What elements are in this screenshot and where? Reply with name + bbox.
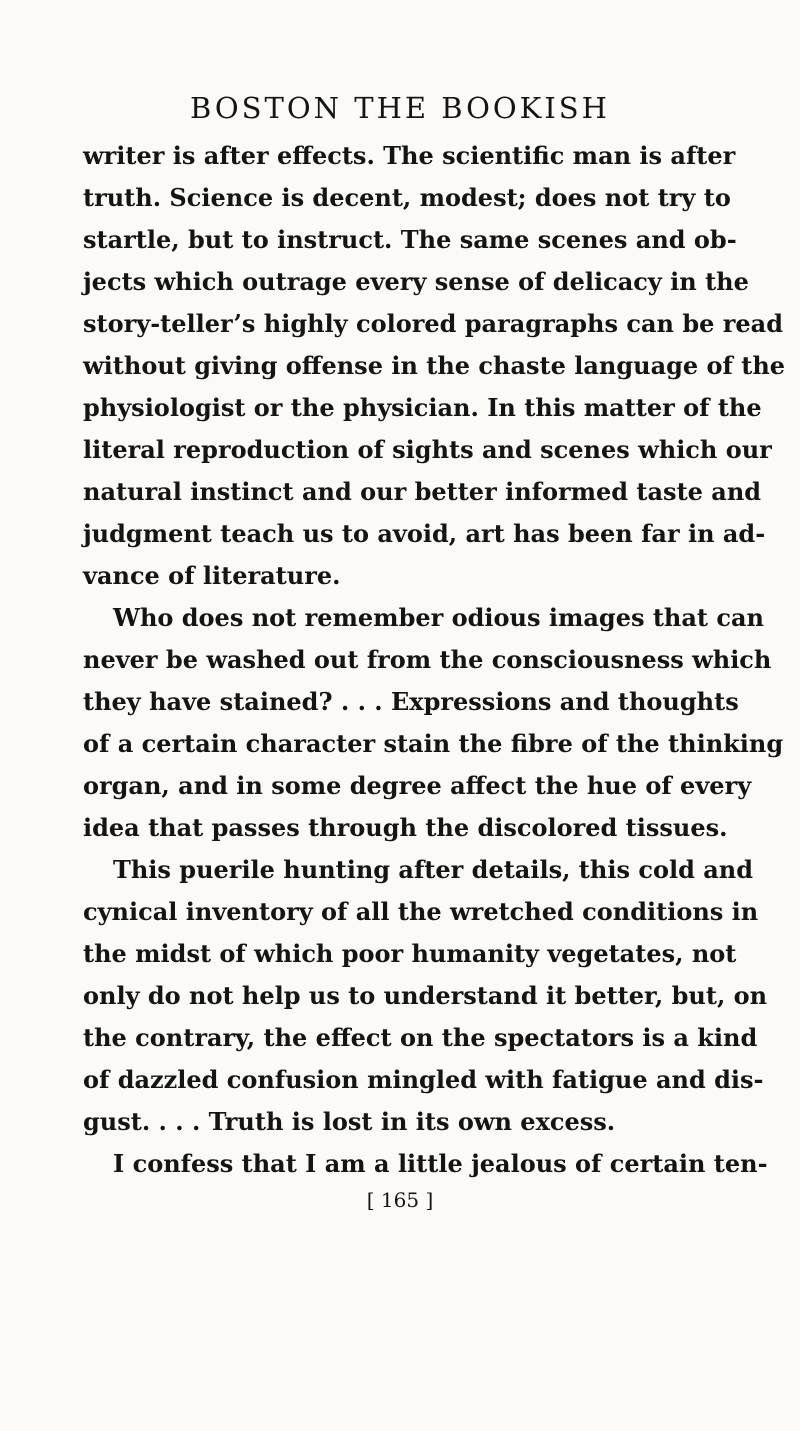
text-line: the midst of which poor humanity vegetates, not — [83, 939, 737, 968]
text-line: This puerile hunting after details, this cold and — [113, 855, 753, 884]
text-line: gust. . . . Truth is lost in its own excess. — [83, 1107, 616, 1136]
text-line: truth. Science is decent, modest; does not try to — [83, 183, 731, 212]
text-line: never be washed out from the consciousness which — [83, 645, 772, 674]
text-line: startle, but to instruct. The same scenes and ob- — [83, 225, 737, 254]
text-line: idea that passes through the discolored tissues. — [83, 813, 728, 842]
text-line: natural instinct and our better informed taste and — [83, 477, 762, 506]
text-line: physiologist or the physician. In this matter of the — [83, 393, 762, 422]
text-line: of a certain character stain the fibre of the thinking — [83, 729, 784, 758]
text-line: they have stained? . . . Expressions and thoughts — [83, 687, 739, 716]
text-line: without giving offense in the chaste language of the — [83, 351, 786, 380]
text-line: of dazzled confusion mingled with fatigue and dis- — [83, 1065, 764, 1094]
text-line: jects which outrage every sense of delicacy in the — [83, 267, 749, 296]
text-line: I confess that I am a little jealous of certain ten- — [113, 1149, 768, 1178]
body-text — [83, 135, 786, 1185]
text-line: writer is after effects. The scientific man is after — [83, 141, 736, 170]
text-line: literal reproduction of sights and scenes which our — [83, 435, 772, 464]
text-line: cynical inventory of all the wretched conditions in — [83, 897, 759, 926]
text-line: only do not help us to understand it better, but, on — [83, 981, 768, 1010]
text-line: organ, and in some degree affect the hue of every — [83, 771, 752, 800]
page-number: [ 165 ] — [366, 1188, 434, 1212]
text-line: the contrary, the effect on the spectators is a kind — [83, 1023, 758, 1052]
running-head: BOSTON THE BOOKISH — [190, 91, 610, 125]
text-line: Who does not remember odious images that can — [113, 603, 764, 632]
text-line: judgment teach us to avoid, art has been far in ad- — [83, 519, 766, 548]
text-line: vance of literature. — [83, 561, 341, 590]
text-line: story-teller’s highly colored paragraphs can be read — [83, 309, 783, 338]
